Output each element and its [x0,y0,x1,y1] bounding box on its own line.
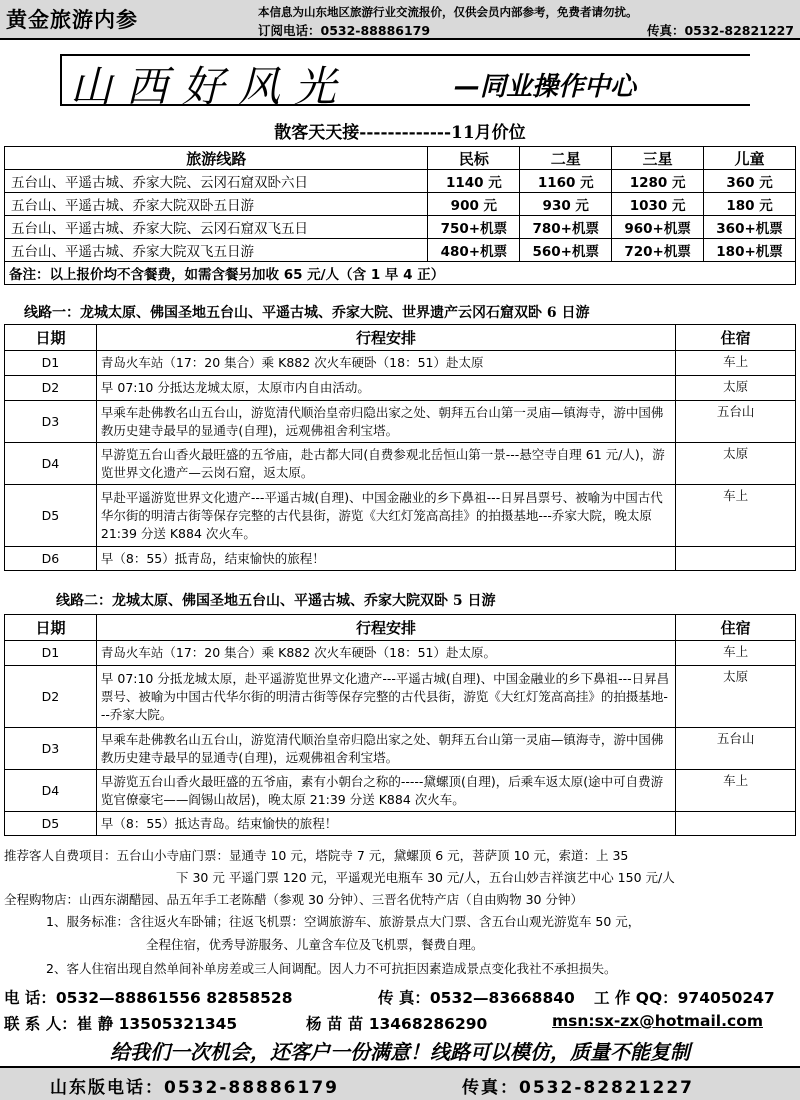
col-child: 儿童 [704,147,796,170]
col-schedule: 行程安排 [96,615,675,641]
price-cell: 180+机票 [704,239,796,262]
header-notice: 本信息为山东地区旅游行业交流报价，仅供会员内部参考，免费者请勿扰。 [258,5,638,19]
price-cell: 960+机票 [612,216,704,239]
price-cell: 750+机票 [428,216,520,239]
lodging: 五台山 [676,728,796,770]
service-line-1: 1、服务标准：含往返火车卧铺；往返飞机票：空调旅游车、旅游景点大门票、含五台山观光游览车 50 元， [46,914,641,929]
price-cell: 930 元 [520,193,612,216]
table-row [5,170,796,193]
price-banner: 散客天天接-------------11月价位 [274,123,526,143]
table-row [5,376,796,401]
self-pay-line-2: 下 30 元 平遥门票 120 元，平遥观光电瓶车 30 元/人，五台山妙吉祥演艺中心 150 元/人 [176,870,675,885]
day-label: D6 [5,547,97,571]
lodging: 太原 [676,666,796,728]
lodging: 车上 [676,485,796,547]
price-cell: 1030 元 [612,193,704,216]
contact-person-1: 联 系 人：崔 静 13505321345 [4,1015,238,1033]
day-label: D1 [5,641,97,666]
route-name: 五台山、平遥古城、乔家大院双飞五日游 [5,239,428,262]
itinerary-header-row [5,615,796,641]
schedule-text: 早乘车赴佛教名山五台山，游览清代顺治皇帝归隐出家之处、朝拜五台山第一灵庙—镇海寺，游中国佛教历史建寺最早的显通寺(自理)，远观佛祖舍利宝塔。 [96,728,675,770]
day-label: D4 [5,770,97,812]
lodging [676,547,796,571]
lodging: 五台山 [676,401,796,443]
price-note: 备注：以上报价均不含餐费，如需含餐另加收 65 元/人（含 1 早 4 正） [5,262,796,285]
table-row [5,770,796,812]
schedule-text: 早游览五台山香火最旺盛的五爷庙，赴古都大同(自费参观北岳恒山第一景---悬空寺自理 61 元/人)，游览世界文化遗产—云岗石窟，返太原。 [96,443,675,485]
lodging: 车上 [676,770,796,812]
schedule-text: 青岛火车站（17：20 集合）乘 K882 次火车硬卧（18：51）赴太原。 [96,641,675,666]
table-row [5,239,796,262]
table-row [5,443,796,485]
header-contact-line [258,21,794,39]
service-line-3: 2、客人住宿出现自然单间补单房差或三人间调配。因人力不可抗拒因素造成景点变化我社不承担损失。 [46,961,617,976]
contact-fax: 传 真：0532—83668840 [378,989,575,1007]
shopping-line: 全程购物店：山西东湖醋园、品五年手工老陈醋（参观 30 分钟）、三晋名优特产店（自由购物 30 分钟） [4,892,583,907]
msn-link[interactable]: msn:sx-zx@hotmail.com [552,1012,763,1030]
table-row [5,666,796,728]
schedule-text: 早游览五台山香火最旺盛的五爷庙，素有小朝台之称的-----黛螺顶(自理)，后乘车返太原(途中可自费游览官僚豪宅——阎锡山故居)，晚太原 21:39 分送 K884 次火车。 [96,770,675,812]
col-date: 日期 [5,325,97,351]
lodging: 太原 [676,443,796,485]
day-label: D3 [5,401,97,443]
schedule-text: 早 07:10 分抵达龙城太原，太原市内自由活动。 [96,376,675,401]
price-cell: 1280 元 [612,170,704,193]
price-cell: 780+机票 [520,216,612,239]
route-name: 五台山、平遥古城、乔家大院、云冈石窟双飞五日 [5,216,428,239]
col-lodging: 住宿 [676,615,796,641]
route-name: 五台山、平遥古城、乔家大院双卧五日游 [5,193,428,216]
day-label: D4 [5,443,97,485]
day-label: D2 [5,666,97,728]
slogan: 给我们一次机会，还客户一份满意！线路可以模仿，质量不能复制 [110,1040,690,1064]
table-row [5,401,796,443]
price-table [4,146,796,285]
header-bar [0,0,800,40]
day-label: D3 [5,728,97,770]
price-note-row [5,262,796,285]
schedule-text: 青岛火车站（17：20 集合）乘 K882 次火车硬卧（18：51）赴太原 [96,351,675,376]
footer-phone: 山东版电话：0532-88886179 [50,1078,339,1098]
schedule-text: 早（8：55）抵达青岛。结束愉快的旅程！ [96,812,675,836]
itinerary-header-row [5,325,796,351]
col-schedule: 行程安排 [96,325,675,351]
lodging: 车上 [676,641,796,666]
brand-name: 黄金旅游内参 [6,8,138,32]
lodging: 太原 [676,376,796,401]
col-two-star: 二星 [520,147,612,170]
schedule-text: 早赴平遥游览世界文化遗产---平遥古城(自理)、中国金融业的乡下鼻祖---日昇昌票号、被喻为中国古代华尔街的明清古街等保存完整的古代县街，游览《大红灯笼高高挂》的拍摄基地---乔家大院，晚太原 21:39 分送 K884 次火车。 [96,485,675,547]
page-title: 山西好风光 [70,62,351,111]
price-cell: 1160 元 [520,170,612,193]
price-header-row [5,147,796,170]
col-standard: 民标 [428,147,520,170]
table-row [5,351,796,376]
contact-qq: 工 作 QQ：974050247 [594,989,775,1007]
col-three-star: 三星 [612,147,704,170]
price-cell: 900 元 [428,193,520,216]
subscribe-phone: 订阅电话：0532-88886179 [258,23,431,38]
lodging [676,812,796,836]
route2-title: 线路二：龙城太原、佛国圣地五台山、平遥古城、乔家大院双卧 5 日游 [56,593,496,609]
contact-phone: 电 话：0532—88861556 82858528 [4,989,293,1007]
service-line-2: 全程住宿，优秀导游服务、儿童含车位及飞机票，餐费自理。 [146,937,484,952]
price-cell: 720+机票 [612,239,704,262]
col-route: 旅游线路 [5,147,428,170]
schedule-text: 早 07:10 分抵龙城太原，赴平遥游览世界文化遗产---平遥古城(自理)、中国金融业的乡下鼻祖---日昇昌票号、被喻为中国古代华尔街的明清古街等保存完整的古代县街，游览《大红灯笼高高挂》的拍摄基地---乔家大院。 [96,666,675,728]
footer-fax: 传真：0532-82821227 [462,1078,694,1098]
table-row [5,728,796,770]
table-row [5,812,796,836]
title-box [60,54,750,111]
price-cell: 180 元 [704,193,796,216]
schedule-text: 早乘车赴佛教名山五台山，游览清代顺治皇帝归隐出家之处、朝拜五台山第一灵庙—镇海寺，游中国佛教历史建寺最早的显通寺(自理)，远观佛祖舍利宝塔。 [96,401,675,443]
schedule-text: 早（8：55）抵青岛，结束愉快的旅程！ [96,547,675,571]
footer-bar [0,1066,800,1100]
price-cell: 480+机票 [428,239,520,262]
col-lodging: 住宿 [676,325,796,351]
lodging: 车上 [676,351,796,376]
route-name: 五台山、平遥古城、乔家大院、云冈石窟双卧六日 [5,170,428,193]
contact-person-2: 杨 苗 苗 13468286290 [306,1015,488,1033]
table-row [5,216,796,239]
day-label: D5 [5,485,97,547]
day-label: D5 [5,812,97,836]
route1-itinerary-table [4,324,796,571]
route2-itinerary-table [4,614,796,836]
header-fax: 传真：0532-82821227 [646,23,794,38]
day-label: D2 [5,376,97,401]
self-pay-line-1: 推荐客人自费项目：五台山小寺庙门票：显通寺 10 元，塔院寺 7 元，黛螺顶 6 元，菩萨顶 10 元，索道：上 35 [4,848,629,863]
day-label: D1 [5,351,97,376]
price-cell: 560+机票 [520,239,612,262]
price-cell: 360+机票 [704,216,796,239]
table-row [5,547,796,571]
price-cell: 1140 元 [428,170,520,193]
price-cell: 360 元 [704,170,796,193]
col-date: 日期 [5,615,97,641]
table-row [5,193,796,216]
table-row [5,485,796,547]
page-subtitle: —同业操作中心 [454,72,637,102]
table-row [5,641,796,666]
route1-title: 线路一：龙城太原、佛国圣地五台山、平遥古城、乔家大院、世界遗产云冈石窟双卧 6 日游 [24,305,590,321]
